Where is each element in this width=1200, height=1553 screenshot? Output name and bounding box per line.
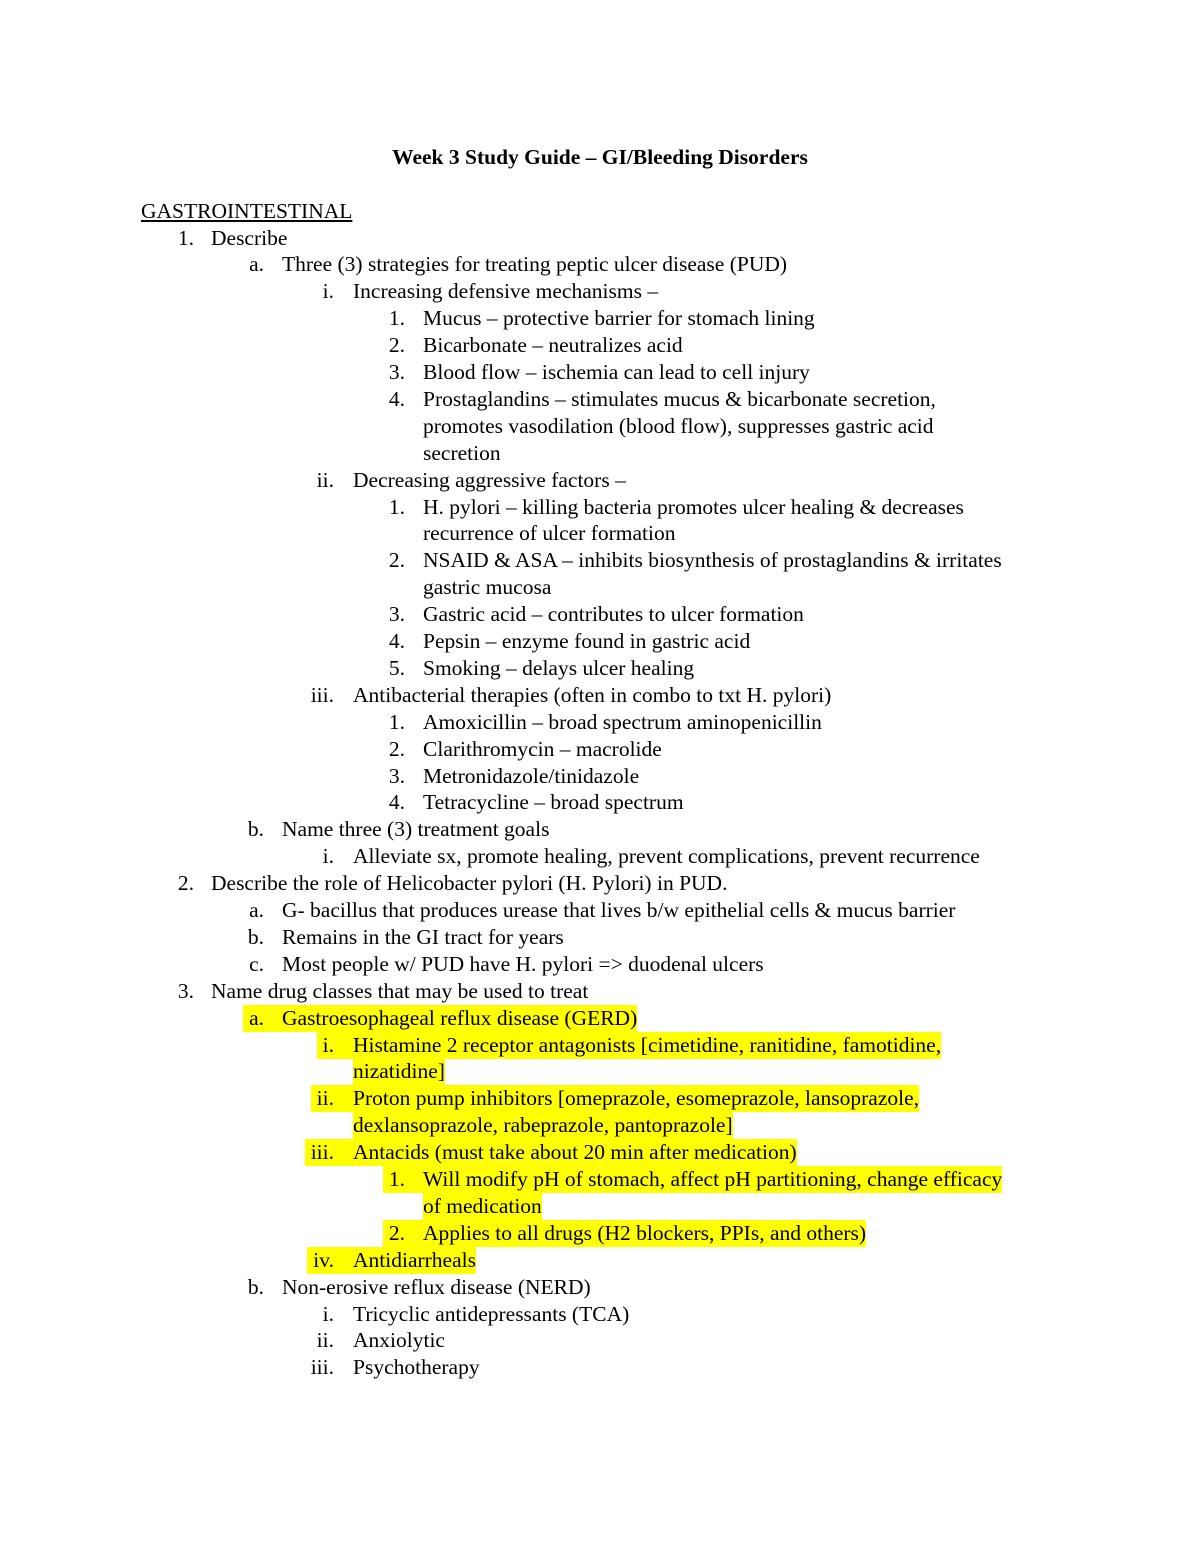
outline-item <box>0 843 1200 870</box>
item-text: recurrence of ulcer formation <box>423 521 676 546</box>
outline-item <box>0 413 1200 440</box>
outline-item <box>0 1032 1200 1059</box>
outline-item <box>0 1193 1200 1220</box>
item-text: Amoxicillin – broad spectrum aminopenicillin <box>423 709 822 734</box>
item-marker: i. <box>317 1032 353 1059</box>
item-text: Most people w/ PUD have H. pylori => duodenal ulcers <box>282 951 764 976</box>
item-text: Smoking – delays ulcer healing <box>423 655 695 680</box>
item-marker: i. <box>322 279 334 304</box>
item-text: Prostaglandins – stimulates mucus & bicarbonate secretion, <box>423 386 936 411</box>
item-text: promotes vasodilation (blood flow), suppresses gastric acid <box>423 413 934 438</box>
item-marker: 1. <box>383 1166 423 1193</box>
item-marker: i. <box>322 1301 334 1326</box>
outline-item <box>0 386 1200 413</box>
outline-item <box>0 709 1200 736</box>
outline-item <box>0 1274 1200 1301</box>
item-marker: 2. <box>177 871 194 896</box>
item-marker: 3. <box>388 602 405 627</box>
item-text: Gastroesophageal reflux disease (GERD) <box>282 1005 638 1030</box>
item-text: G- bacillus that produces urease that lives b/w epithelial cells & mucus barrier <box>282 898 956 922</box>
outline-item <box>0 1220 1200 1247</box>
item-text: Tetracycline – broad spectrum <box>423 790 684 815</box>
outline-item <box>0 1112 1200 1139</box>
outline-item <box>0 574 1200 601</box>
item-marker: ii. <box>316 467 334 492</box>
item-text: dexlansoprazole, rabeprazole, pantoprazole] <box>353 1113 733 1138</box>
item-marker: 2. <box>388 736 405 761</box>
item-text: Applies to all drugs (H2 blockers, PPIs, and others) <box>423 1220 867 1245</box>
item-text: Name drug classes that may be used to treat <box>211 978 589 1003</box>
item-text: Non-erosive reflux disease (NERD) <box>282 1274 591 1299</box>
outline-item <box>0 1005 1200 1032</box>
item-text: Gastric acid – contributes to ulcer formation <box>423 602 804 627</box>
outline-item <box>0 628 1200 655</box>
outline-item <box>0 440 1200 467</box>
outline-item <box>0 1139 1200 1166</box>
outline-item <box>0 547 1200 574</box>
item-marker: 4. <box>388 629 405 653</box>
outline-item <box>0 225 1200 252</box>
item-text: Metronidazole/tinidazole <box>423 763 640 788</box>
outline-item <box>0 736 1200 763</box>
outline-item <box>0 1085 1200 1112</box>
item-text: Three (3) strategies for treating peptic ulcer disease (PUD) <box>282 252 788 277</box>
item-text: gastric mucosa <box>423 575 552 600</box>
item-marker: ii. <box>311 1085 353 1112</box>
item-marker: b. <box>247 1274 264 1299</box>
item-marker: ii. <box>316 1328 334 1353</box>
outline-item <box>0 1166 1200 1193</box>
item-text: Will modify pH of stomach, affect pH partitioning, change efficacy <box>423 1167 1003 1191</box>
outline-item <box>0 332 1200 359</box>
outline-item <box>0 251 1200 278</box>
outline-item <box>0 1058 1200 1085</box>
item-marker: c. <box>249 951 264 976</box>
item-text: H. pylori – killing bacteria promotes ulcer healing & decreases <box>423 494 964 519</box>
item-marker: iii. <box>310 682 334 707</box>
outline-item <box>0 816 1200 843</box>
outline-item <box>0 520 1200 547</box>
item-marker: 3. <box>388 360 405 384</box>
outline-item <box>0 601 1200 628</box>
outline-item <box>0 278 1200 305</box>
item-marker: 3. <box>177 978 194 1003</box>
item-text: Antacids (must take about 20 min after medication) <box>353 1140 797 1165</box>
item-marker: b. <box>247 924 264 949</box>
item-marker: 4. <box>388 386 405 411</box>
item-marker: 2. <box>383 1220 423 1247</box>
document-title: Week 3 Study Guide – GI/Bleeding Disorders <box>392 145 808 169</box>
item-marker: iv. <box>307 1247 353 1274</box>
item-marker: 2. <box>388 548 405 573</box>
item-text: Histamine 2 receptor antagonists [cimetidine, ranitidine, famotidine, <box>353 1032 942 1057</box>
item-marker: b. <box>247 817 264 842</box>
item-marker: i. <box>322 844 334 869</box>
item-text: Alleviate sx, promote healing, prevent complications, prevent recurrence <box>353 844 980 869</box>
outline-item <box>0 924 1200 951</box>
outline-item <box>0 305 1200 332</box>
item-text: of medication <box>423 1193 542 1218</box>
item-text: Describe the role of Helicobacter pylori (H. Pylori) in PUD. <box>211 871 728 896</box>
outline-item <box>0 789 1200 816</box>
item-text: Anxiolytic <box>353 1328 445 1353</box>
section-heading: GASTROINTESTINAL <box>141 199 353 223</box>
item-marker: a. <box>249 898 264 922</box>
item-text: Decreasing aggressive factors – <box>353 467 626 492</box>
item-marker: 5. <box>388 655 405 680</box>
item-marker: 2. <box>388 333 405 358</box>
item-text: Mucus – protective barrier for stomach lining <box>423 306 815 331</box>
item-text: Proton pump inhibitors [omeprazole, esomeprazole, lansoprazole, <box>353 1086 920 1111</box>
item-text: Psychotherapy <box>353 1355 480 1380</box>
outline-item <box>0 655 1200 682</box>
item-marker: a. <box>249 252 264 277</box>
item-text: Antidiarrheals <box>353 1247 476 1272</box>
outline-item <box>0 682 1200 709</box>
outline-item <box>0 1301 1200 1328</box>
item-text: Clarithromycin – macrolide <box>423 736 662 761</box>
outline-item <box>0 1327 1200 1354</box>
item-text: Pepsin – enzyme found in gastric acid <box>423 629 751 653</box>
item-text: Describe <box>211 225 288 250</box>
item-text: Antibacterial therapies (often in combo to txt H. pylori) <box>353 682 832 707</box>
outline-item <box>0 494 1200 521</box>
item-marker: 1. <box>177 225 194 250</box>
item-marker: 1. <box>388 709 405 734</box>
outline-item <box>0 1247 1200 1274</box>
outline-item <box>0 897 1200 924</box>
outline-item <box>0 467 1200 494</box>
outline-item <box>0 1354 1200 1381</box>
item-marker: a. <box>243 1005 282 1032</box>
outline-item <box>0 978 1200 1005</box>
item-text: Name three (3) treatment goals <box>282 817 550 842</box>
outline-item <box>0 763 1200 790</box>
item-text: Increasing defensive mechanisms – <box>353 279 659 304</box>
item-text: secretion <box>423 440 501 465</box>
outline-item <box>0 951 1200 978</box>
outline-item <box>0 359 1200 386</box>
item-marker: 4. <box>388 790 405 815</box>
item-marker: 1. <box>388 306 405 331</box>
item-text: Bicarbonate – neutralizes acid <box>423 333 683 358</box>
outline-item <box>0 870 1200 897</box>
item-text: Tricyclic antidepressants (TCA) <box>353 1301 630 1326</box>
item-marker: 3. <box>388 763 405 788</box>
item-marker: iii. <box>305 1139 353 1166</box>
item-marker: 1. <box>388 494 405 519</box>
item-text: Remains in the GI tract for years <box>282 924 564 949</box>
item-text: Blood flow – ischemia can lead to cell injury <box>423 360 810 384</box>
item-text: nizatidine] <box>353 1059 445 1084</box>
item-text: NSAID & ASA – inhibits biosynthesis of prostaglandins & irritates <box>423 548 1002 573</box>
item-marker: iii. <box>310 1355 334 1380</box>
